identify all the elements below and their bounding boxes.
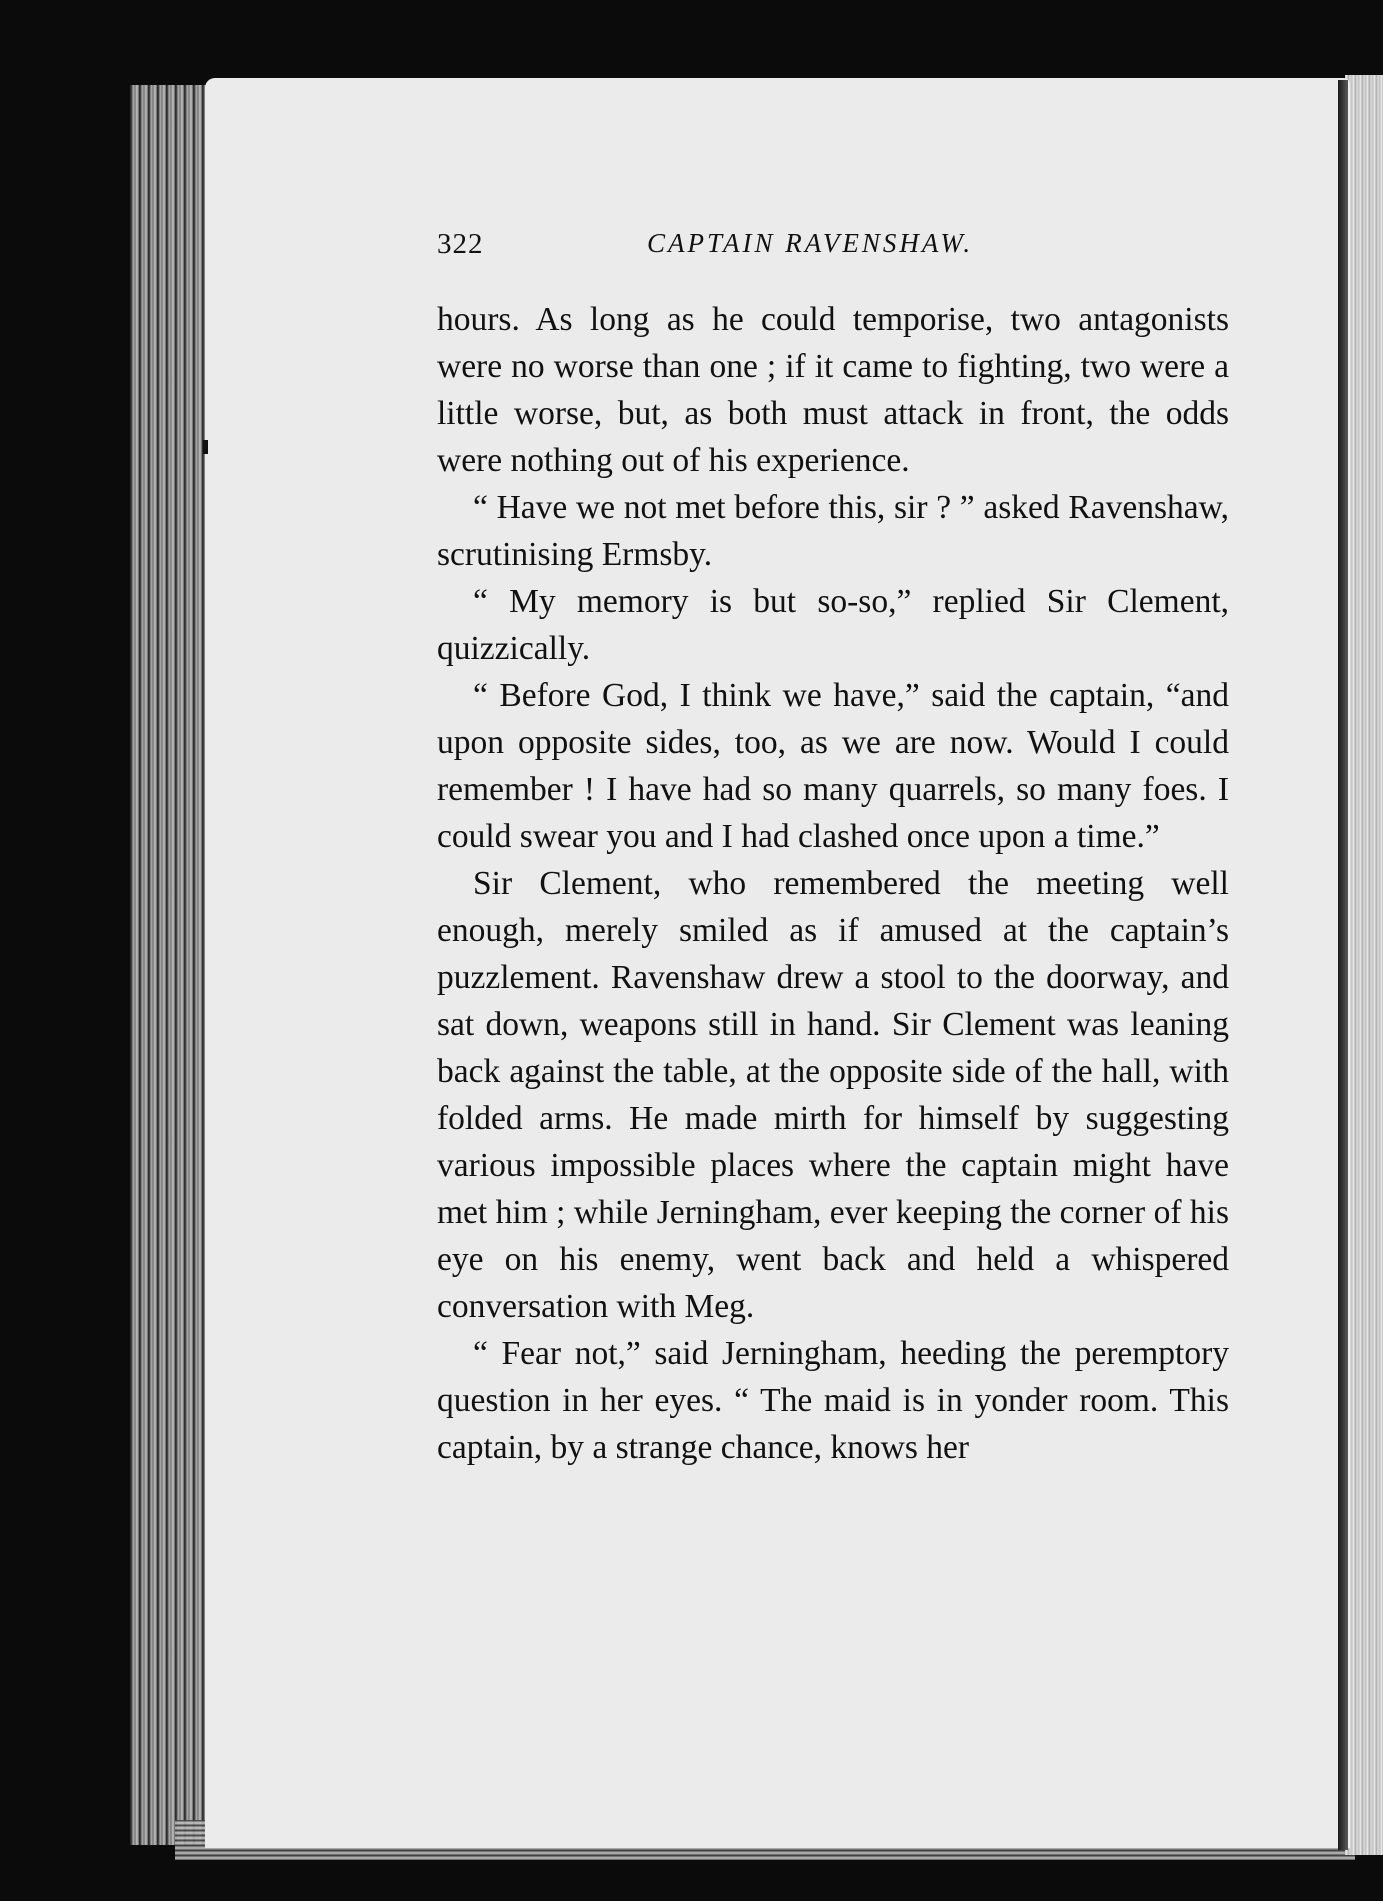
page-number: 322: [437, 228, 484, 260]
paragraph: “ Have we not met before this, sir ? ” asked Ravenshaw, scrutinising Ermsby.: [437, 489, 1229, 573]
paragraph: Sir Clement, who remembered the meeting well enough, merely smiled as if amused at the captain’s puzzlement. Ravenshaw drew a stool to the doorway, and sat down, weapons still in hand. Sir Clement was leaning back against the table, at the opposite side of the hall, with folded arms. He made mirth for himself by suggesting various impossible places where the captain might have met him ; while Jerningham, ever keeping the corner of his eye on his enemy, went back and held a whispered conversation with Meg.: [437, 865, 1229, 1325]
paragraph: hours. As long as he could temporise, two antagonists were no worse than one ; if it came to fighting, two were a little worse, but, as both must attack in front, the odds were nothing out of his experience.: [437, 301, 1229, 479]
right-page-edges: [1345, 75, 1383, 1855]
page-header: [437, 228, 1229, 268]
running-head: CAPTAIN RAVENSHAW.: [647, 228, 974, 258]
page-text-block: [437, 228, 1229, 1471]
paragraph: “ Fear not,” said Jerningham, heeding the peremptory question in her eyes. “ The maid is in yonder room. This captain, by a strange chance, knows her: [437, 1335, 1229, 1466]
paragraph: “ Before God, I think we have,” said the captain, “and upon opposite sides, too, as we are now. Would I could remember ! I have had so many quarrels, so many foes. I could swear you and I had clashed once upon a time.”: [437, 677, 1229, 855]
page-gutter-shadow: [1338, 80, 1348, 1850]
paragraph: “ My memory is but so-so,” replied Sir Clement, quizzically.: [437, 583, 1229, 667]
margin-mark: [203, 440, 208, 454]
